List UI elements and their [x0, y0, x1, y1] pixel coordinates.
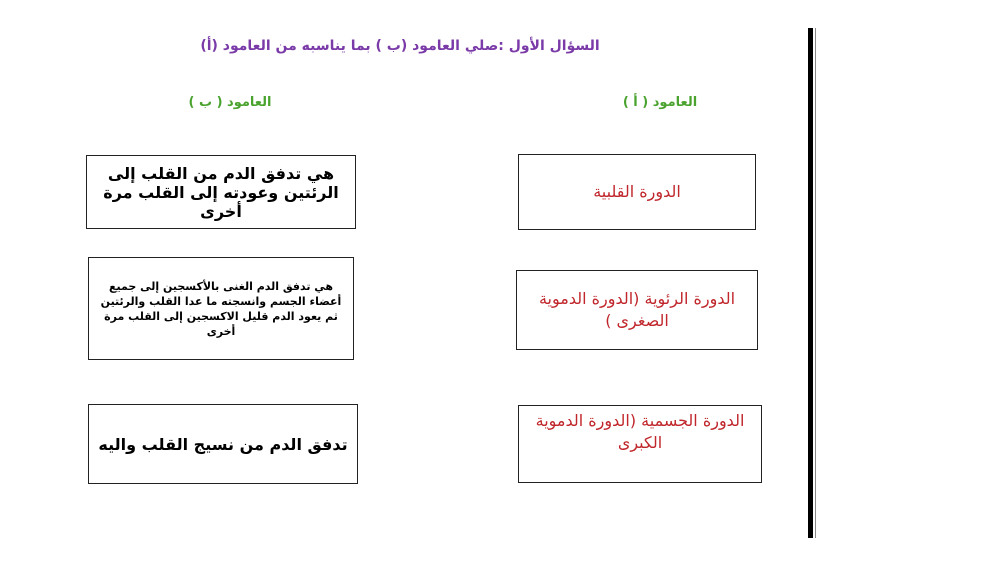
column-b-item-2-text: هي تدفق الدم الغنى بالأكسجين إلى جميع أعضاء الجسم وانسجته ما عدا القلب والرئتين ثم يعود الدم قليل الاكسجين إلى القلب مرة أخرى [100, 279, 342, 338]
page-margin-line-thin [815, 28, 816, 538]
page-margin-line [808, 28, 813, 538]
column-a-item-3-text: الدورة الجسمية (الدورة الدموية الكبرى [535, 411, 745, 452]
column-b-item-1-text: هي تدفق الدم من القلب إلى الرئتين وعودته إلى القلب مرة أخرى [103, 163, 339, 221]
column-b-item-3[interactable] [88, 404, 358, 484]
column-a-header: العامود ( أ ) [622, 95, 698, 110]
column-b-item-3-text: تدفق الدم من نسيج القلب واليه [98, 434, 348, 454]
column-a-item-1[interactable] [518, 154, 756, 230]
column-a-item-2[interactable] [516, 270, 758, 350]
column-a-item-3[interactable] [518, 405, 762, 483]
column-a-item-1-text: الدورة القلبية [593, 182, 681, 201]
column-a-item-2-text: الدورة الرئوية (الدورة الدموية الصغرى ) [538, 289, 736, 330]
column-b-item-1[interactable] [86, 155, 356, 229]
column-b-header: العامود ( ب ) [188, 95, 272, 110]
question-title: السؤال الأول :صلي العامود (ب ) بما يناسبه من العامود (أ) [200, 38, 600, 54]
column-b-item-2[interactable] [88, 257, 354, 360]
